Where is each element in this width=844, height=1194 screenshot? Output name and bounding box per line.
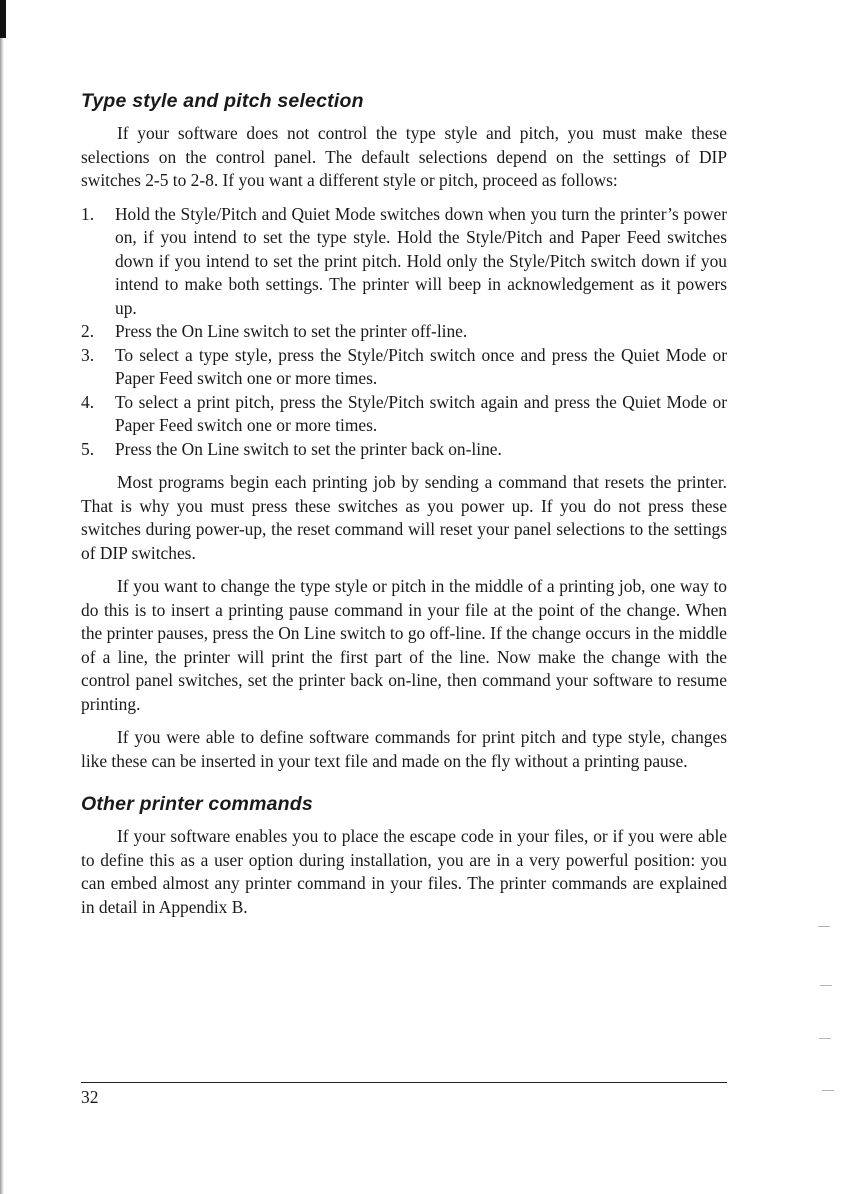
step-item [81,320,727,344]
section-heading-other-commands: Other printer commands [81,793,313,815]
section-heading-type-style: Type style and pitch selection [81,90,364,112]
step-number: 3. [81,344,95,365]
scan-corner-mark [0,0,6,38]
procedure-steps [81,203,727,462]
step-text: Press the On Line switch to set the printer back on-line. [115,438,502,459]
step-item [81,203,727,321]
step-item [81,391,727,438]
step-number: 1. [81,203,95,224]
page-body [81,88,727,919]
step-number: 4. [81,391,95,412]
step-text: To select a print pitch, press the Style/Pitch switch again and press the Quiet Mode or Paper Feed switch one or more times. [115,391,727,435]
body-paragraph-escape: If your software enables you to place the escape code in your files, or if you were able to define this as a user option during installation, you are in a very powerful position: you can embed almost any printer command in your files. The printer commands are explained in detail in Appendix B. [81,826,727,917]
step-number: 2. [81,321,95,341]
margin-mark [820,985,832,986]
intro-paragraph: If your software does not control the type style and pitch, you must make these selections on the control panel. The default selections depend on the settings of DIP switches 2-5 to 2-8. If you want a different style or pitch, proceed as follows: [81,123,727,190]
step-item [81,344,727,391]
step-number: 5. [81,438,95,459]
step-item [81,438,727,462]
footer-rule [81,1082,727,1083]
body-paragraph-fly: If you were able to define software commands for print pitch and type style, changes like these can be inserted in your text file and made on the fly without a printing pause. [81,727,727,771]
margin-mark [819,1038,831,1039]
body-paragraph-reset: Most programs begin each printing job by sending a command that resets the printer. That is why you must press these switches as you power up. If you do not press these switches during power-up, the reset command will reset your panel selections to the settings of DIP switches. [81,472,727,563]
step-text: Hold the Style/Pitch and Quiet Mode switches down when you turn the printer’s power on, if you intend to set the type style. Hold the Style/Pitch and Paper Feed switches down if you intend to set the print pitch. Hold only the Style/Pitch switch down if you intend to make both settings. The printer will beep in acknowledgement as it powers up. [115,203,727,318]
margin-mark [822,1090,834,1091]
scan-left-edge [0,0,4,1194]
body-paragraph-pause: If you want to change the type style or pitch in the middle of a printing job, one way to do this is to insert a printing pause command in your file at the point of the change. When the printer pauses, press the On Line switch to go off-line. If the change occurs in the middle of a line, the printer will print the first part of the line. Now make the change with the control panel switches, set the printer back on-line, then command your software to resume printing. [81,576,727,714]
step-text: Press the On Line switch to set the printer off-line. [115,321,468,341]
step-text: To select a type style, press the Style/Pitch switch once and press the Quiet Mode or Paper Feed switch one or more times. [115,344,727,388]
margin-mark [818,926,830,927]
page-number: 32 [81,1087,99,1107]
